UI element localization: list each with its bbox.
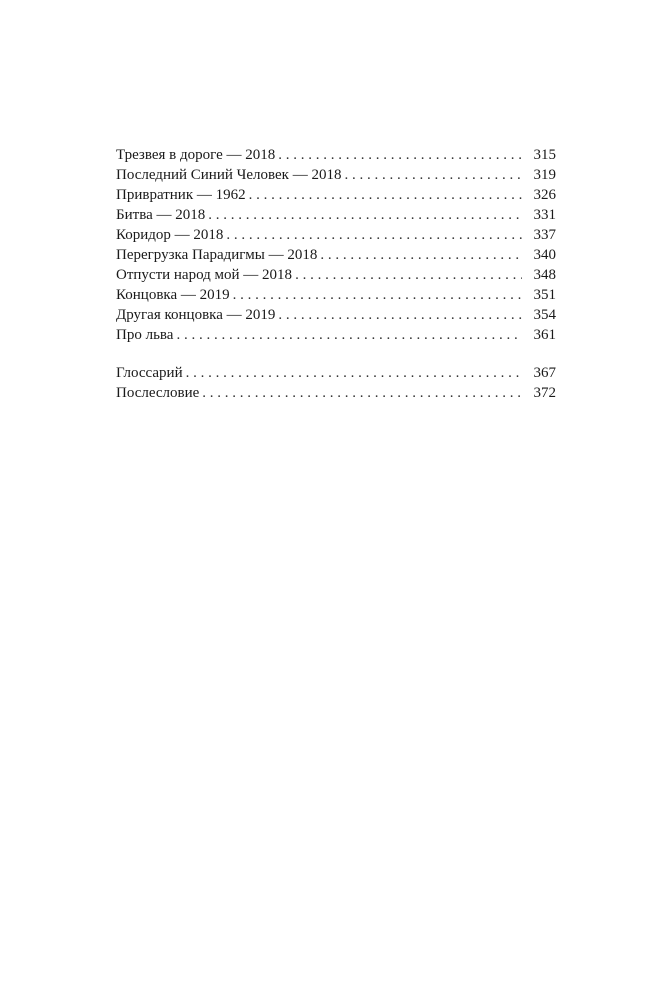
toc-backmatter-group — [116, 363, 556, 403]
toc-entry[interactable] — [116, 305, 556, 325]
toc-entry[interactable] — [116, 205, 556, 225]
toc-entry-page: 361 — [533, 327, 556, 343]
toc-entry-title: Трезвея в дороге — 2018 — [116, 147, 276, 163]
toc-entry-page: 372 — [533, 385, 556, 401]
dot-leader — [249, 185, 522, 205]
toc-entry-page: 326 — [533, 187, 556, 203]
toc-entry[interactable] — [116, 325, 556, 345]
toc-entry-title: Коридор — 2018 — [116, 227, 224, 243]
dot-leader — [320, 245, 522, 265]
toc-entry-title: Битва — 2018 — [116, 207, 206, 223]
dot-leader — [233, 285, 522, 305]
toc-entry-page: 351 — [533, 287, 556, 303]
toc-entry[interactable] — [116, 363, 556, 383]
toc-entry[interactable] — [116, 245, 556, 265]
dot-leader — [202, 383, 522, 403]
toc-entry-page: 319 — [533, 167, 556, 183]
toc-entry-page: 315 — [533, 147, 556, 163]
toc-entry-title: Последний Синий Человек — 2018 — [116, 167, 342, 183]
toc-entry-page: 331 — [533, 207, 556, 223]
toc-entry-title: Отпусти народ мой — 2018 — [116, 267, 293, 283]
toc-entry-title: Про льва — [116, 327, 174, 343]
toc-entry-title: Послесловие — [116, 385, 200, 401]
toc-entry[interactable] — [116, 265, 556, 285]
toc-entry-title: Глоссарий — [116, 365, 183, 381]
table-of-contents — [116, 145, 556, 403]
dot-leader — [176, 325, 522, 345]
toc-entry-page: 337 — [533, 227, 556, 243]
toc-entry-title: Концовка — 2019 — [116, 287, 230, 303]
toc-entry-page: 367 — [533, 365, 556, 381]
toc-entry[interactable] — [116, 145, 556, 165]
toc-entry[interactable] — [116, 185, 556, 205]
toc-entry[interactable] — [116, 383, 556, 403]
dot-leader — [278, 305, 522, 325]
toc-entry-title: Привратник — 1962 — [116, 187, 246, 203]
dot-leader — [226, 225, 522, 245]
dot-leader — [295, 265, 522, 285]
toc-entry-title: Перегрузка Парадигмы — 2018 — [116, 247, 318, 263]
toc-entry[interactable] — [116, 285, 556, 305]
dot-leader — [278, 145, 522, 165]
dot-leader — [186, 363, 522, 383]
toc-entry[interactable] — [116, 225, 556, 245]
dot-leader — [208, 205, 522, 225]
toc-chapters-group — [116, 145, 556, 345]
toc-entry-page: 354 — [533, 307, 556, 323]
toc-entry-page: 340 — [533, 247, 556, 263]
toc-entry-page: 348 — [533, 267, 556, 283]
dot-leader — [344, 165, 522, 185]
toc-entry-title: Другая концовка — 2019 — [116, 307, 276, 323]
toc-entry[interactable] — [116, 165, 556, 185]
